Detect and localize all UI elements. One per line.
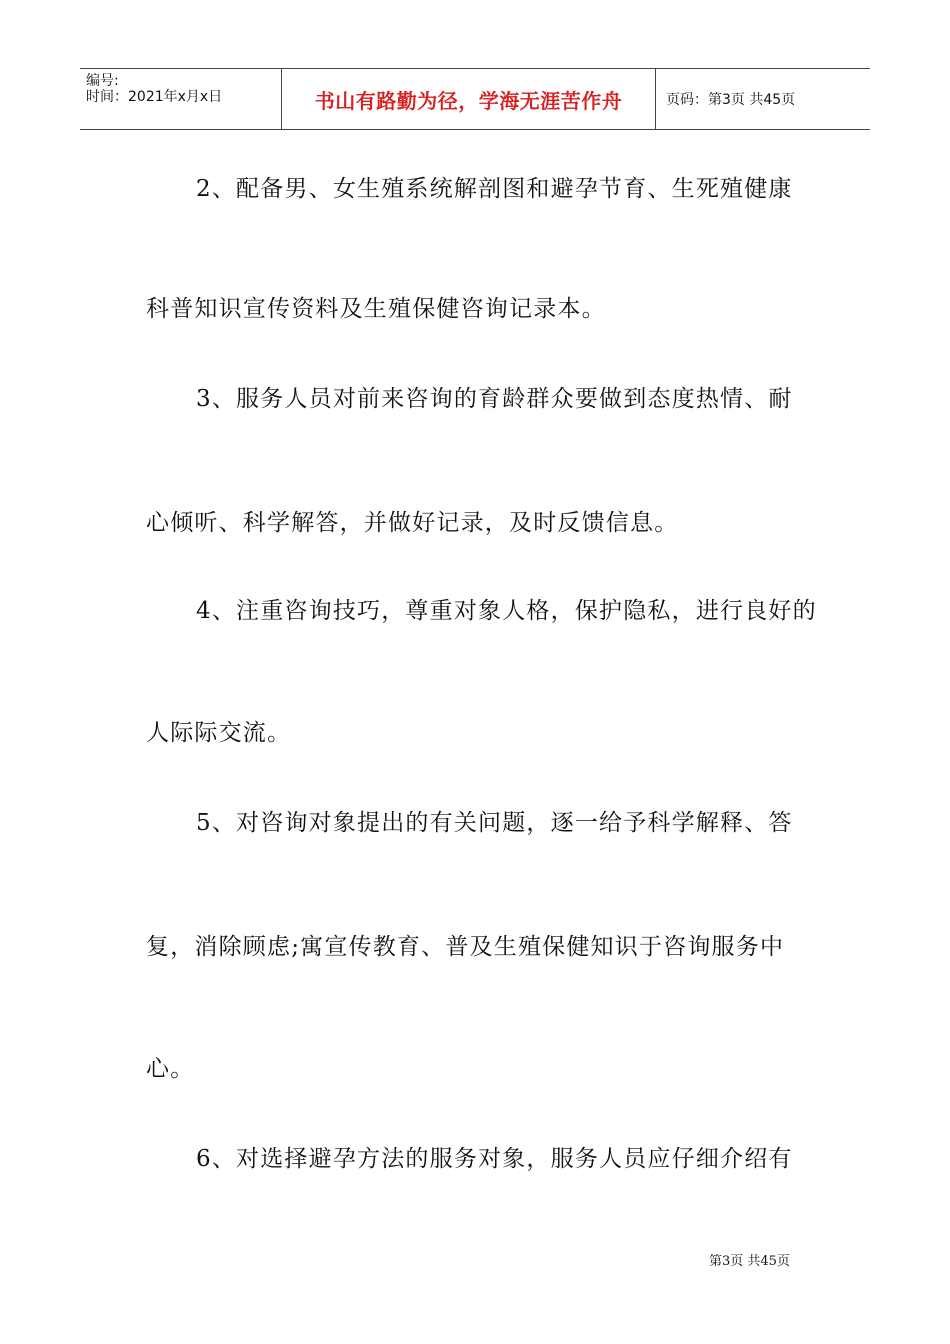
header-page-label: 页码：第3页 共45页: [666, 92, 796, 108]
paragraph-5-line-2: 复，消除顾虑;寓宣传教育、普及生殖保健知识于咨询服务中: [146, 934, 785, 960]
paragraph-2-line-2: 科普知识宣传资料及生殖保健咨询记录本。: [146, 296, 606, 322]
paragraph-3-line-1: 3、服务人员对前来咨询的育龄群众要做到态度热情、耐: [196, 386, 793, 412]
paragraph-5-line-3: 心。: [146, 1056, 195, 1082]
paragraph-6-line-1: 6、对选择避孕方法的服务对象，服务人员应仔细介绍有: [196, 1146, 793, 1172]
page-footer: 第3页 共45页: [709, 1254, 790, 1269]
paragraph-4-line-1: 4、注重咨询技巧，尊重对象人格，保护隐私，进行良好的: [196, 598, 817, 624]
header-motto: 书山有路勤为径，学海无涯苦作舟: [282, 69, 656, 129]
paragraph-2-line-1: 2、配备男、女生殖系统解剖图和避孕节育、生死殖健康: [196, 176, 793, 202]
paragraph-4-line-2: 人际际交流。: [146, 720, 292, 746]
time-label: 时间：2021年x月x日: [86, 89, 223, 105]
page-header: [80, 68, 870, 130]
header-meta: [80, 69, 282, 129]
paragraph-3-line-2: 心倾听、科学解答，并做好记录，及时反馈信息。: [146, 510, 679, 536]
number-label: 编号:: [86, 73, 119, 89]
paragraph-5-line-1: 5、对咨询对象提出的有关问题，逐一给予科学解释、答: [196, 810, 793, 836]
